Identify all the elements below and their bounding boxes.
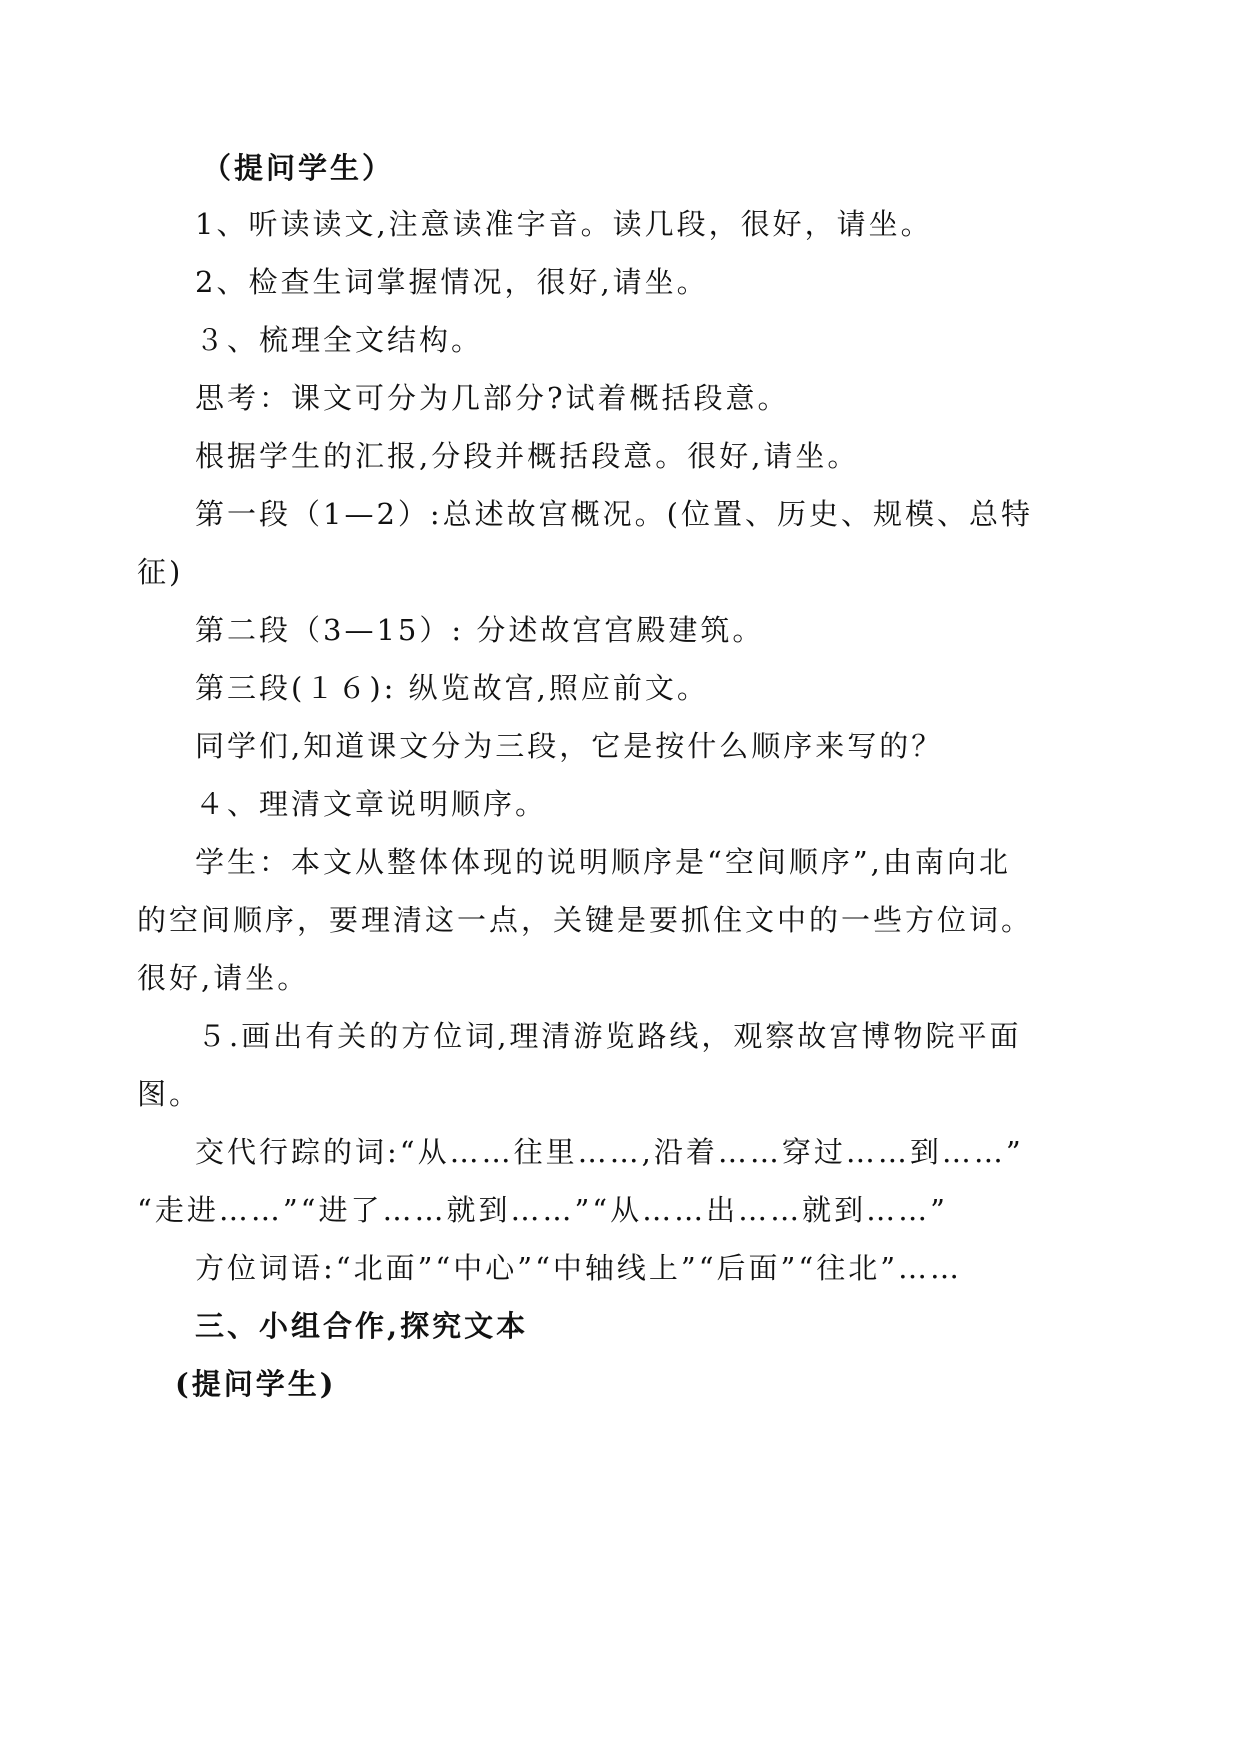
paragraph-line: ４、理清文章说明顺序。 — [195, 787, 548, 821]
paragraph-line: 的空间顺序，要理清这一点，关键是要抓住文中的一些方位词。 — [137, 903, 1034, 937]
paragraph-line: 同学们,知道课文分为三段，它是按什么顺序来写的？ — [195, 729, 944, 763]
paragraph-line: 第一段（1—2）:总述故宫概况。(位置、历史、规模、总特 — [195, 497, 1033, 531]
paragraph-line: “走进……”“进了……就到……”“从……出……就到……” — [137, 1193, 948, 1227]
paragraph-line: 征) — [137, 555, 184, 589]
paragraph-line: 交代行踪的词:“从……往里……,沿着……穿过……到……” — [195, 1135, 1024, 1169]
paragraph-line: ５.画出有关的方位词,理清游览路线，观察故宫博物院平面 — [197, 1019, 1022, 1053]
paragraph-line: 2、检查生词掌握情况，很好,请坐。 — [195, 265, 709, 299]
paragraph-line: 第三段(１６): 纵览故宫,照应前文。 — [195, 671, 709, 705]
heading-ask-students: (提问学生) — [175, 1367, 337, 1401]
paragraph-line: 思考：课文可分为几部分?试着概括段意。 — [195, 381, 790, 415]
paragraph-line: 很好,请坐。 — [137, 961, 310, 995]
paragraph-line: ３、梳理全文结构。 — [195, 323, 484, 357]
heading-ask-students: （提问学生） — [202, 151, 395, 185]
section-heading: 三、小组合作,探究文本 — [195, 1309, 529, 1343]
paragraph-line: 1、听读读文,注意读准字音。读几段，很好，请坐。 — [195, 207, 933, 241]
paragraph-line: 方位词语:“北面”“中心”“中轴线上”“后面”“往北”…… — [195, 1251, 963, 1285]
paragraph-line: 第二段（3—15）: 分述故宫宫殿建筑。 — [195, 613, 765, 647]
paragraph-line: 根据学生的汇报,分段并概括段意。很好,请坐。 — [195, 439, 860, 473]
paragraph-line: 学生：本文从整体体现的说明顺序是“空间顺序”,由南向北 — [195, 845, 1011, 879]
paragraph-line: 图。 — [137, 1077, 202, 1111]
